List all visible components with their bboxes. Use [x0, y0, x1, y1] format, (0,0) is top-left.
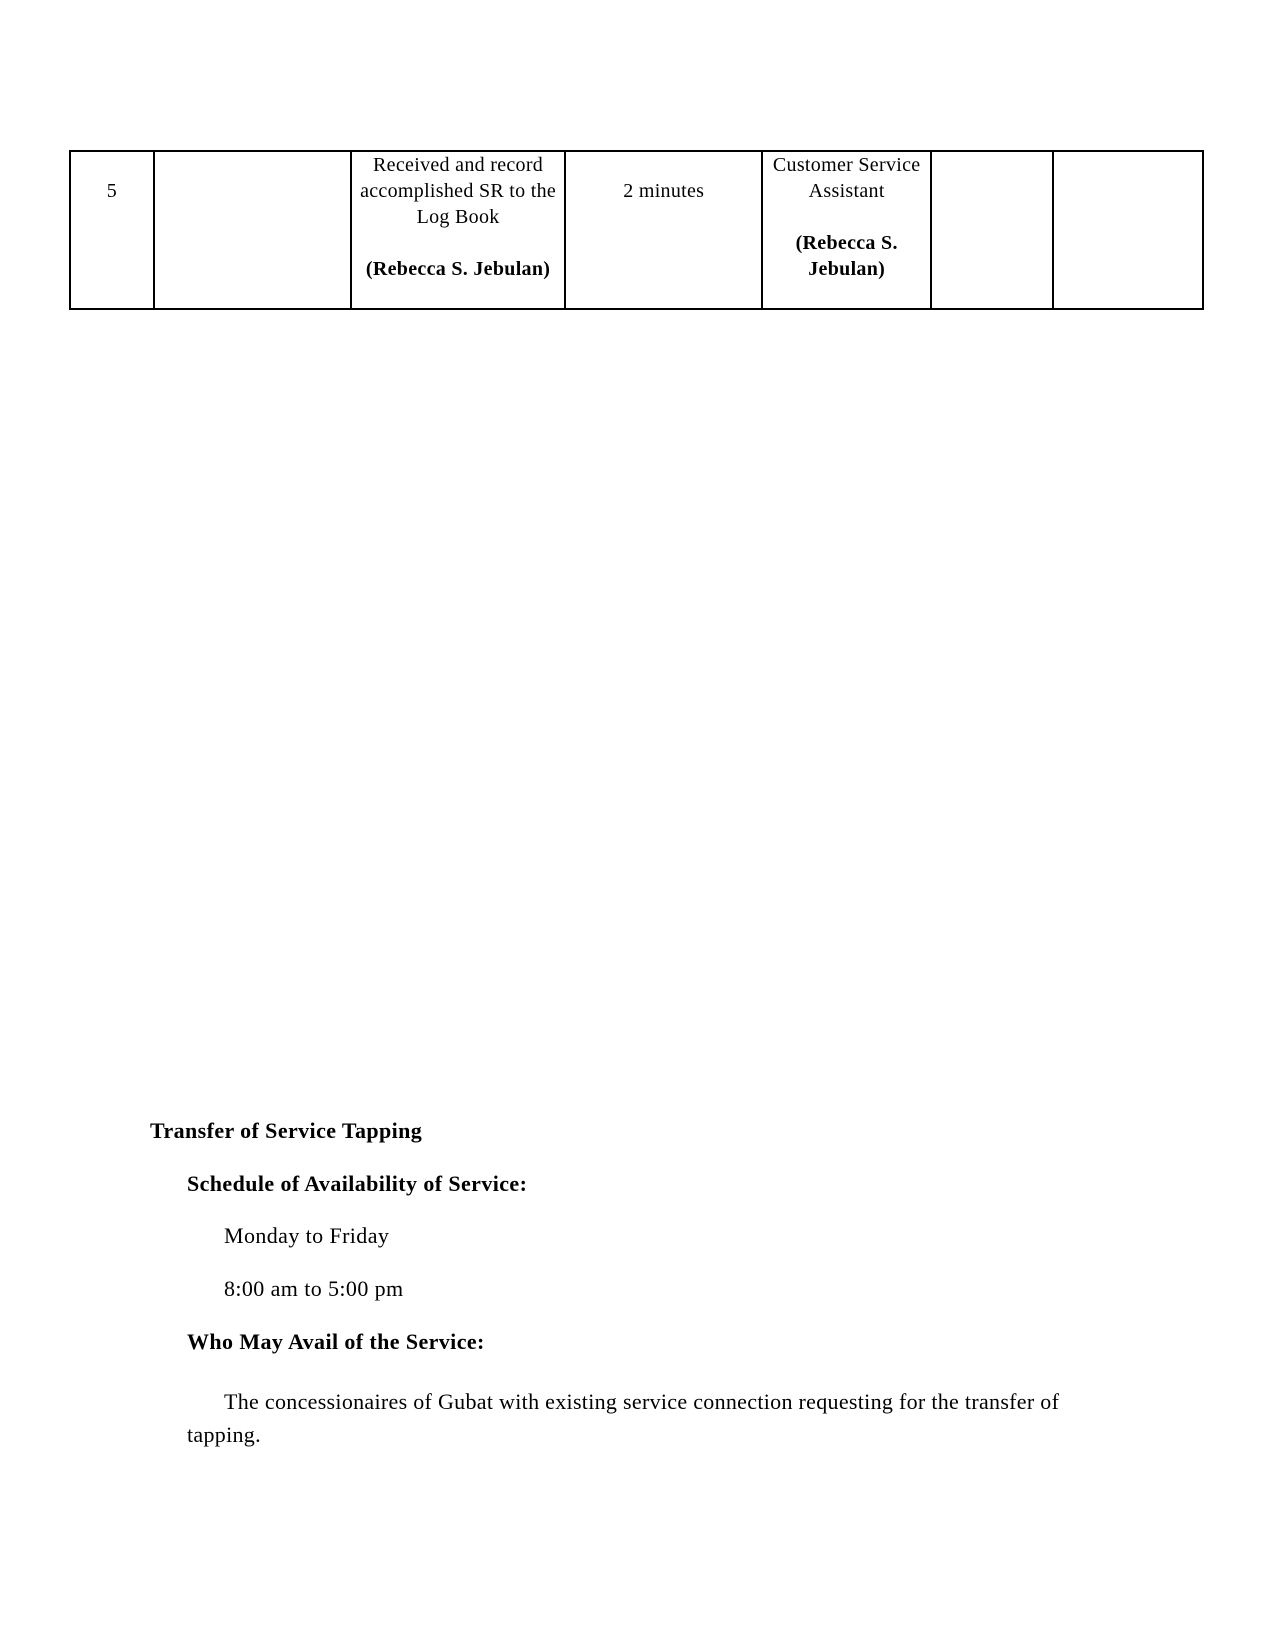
- processing-time-cell: [565, 151, 762, 309]
- section-title: Transfer of Service Tapping: [150, 1118, 423, 1143]
- agency-action-cell: [351, 151, 565, 309]
- agency-action-text: Received and record accomplished SR to the Log Book: [360, 154, 557, 228]
- client-steps-cell: [154, 151, 351, 309]
- schedule-heading: Schedule of Availability of Service:: [187, 1171, 528, 1196]
- person-responsible-name: (Rebecca S. Jebulan): [795, 232, 898, 280]
- fees-cell: [931, 151, 1053, 309]
- step-number-cell: [70, 151, 154, 309]
- person-responsible-cell: [762, 151, 931, 309]
- remarks-cell: [1053, 151, 1203, 309]
- schedule-hours: 8:00 am to 5:00 pm: [224, 1276, 404, 1301]
- who-heading: Who May Avail of the Service:: [187, 1329, 485, 1354]
- schedule-days: Monday to Friday: [224, 1223, 390, 1248]
- person-responsible-role: Customer Service Assistant: [772, 154, 921, 202]
- who-paragraph: The concessionaires of Gubat with existing service connection requesting for the transfer of tapping.: [187, 1389, 1060, 1447]
- agency-action-person: (Rebecca S. Jebulan): [365, 258, 551, 280]
- table-row: [70, 151, 1203, 309]
- process-table: [69, 150, 1204, 310]
- processing-time-text: 2 minutes: [623, 180, 705, 202]
- step-number: 5: [106, 180, 118, 202]
